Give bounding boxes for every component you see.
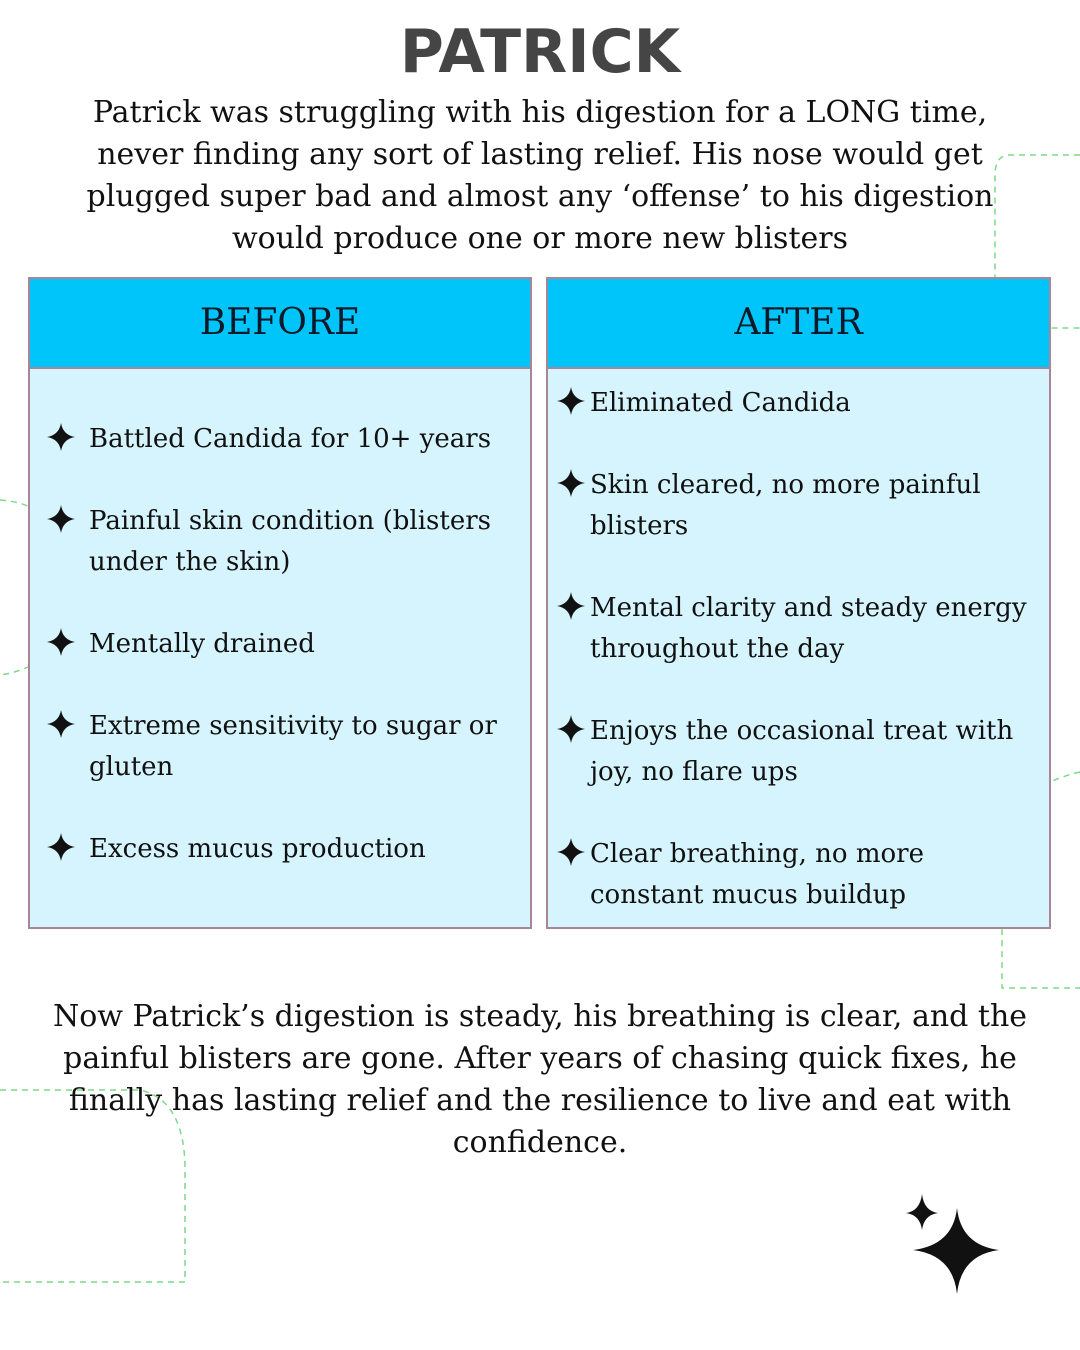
after-item [556, 383, 1041, 424]
before-item [46, 624, 522, 665]
four-point-star-icon [46, 832, 76, 862]
before-item [46, 829, 522, 870]
four-point-star-icon [556, 714, 586, 744]
before-item-text: Battled Candida for 10+ years [89, 424, 492, 454]
before-item-text: Painful skin condition (blisters under the skin) [89, 506, 491, 577]
four-point-star-icon [46, 422, 76, 452]
summary-paragraph: Now Patrick’s digestion is steady, his breathing is clear, and the painful blisters are gone. After years of chasing quick fixes, he finally has lasting relief and the resilience to live and eat with confidence. [52, 999, 1028, 1160]
after-item-text: Enjoys the occasional treat with joy, no flare ups [590, 716, 1014, 787]
after-item [556, 588, 1041, 670]
sparkle-icon [900, 1190, 1005, 1300]
after-panel [546, 277, 1051, 929]
four-point-star-icon [556, 468, 586, 498]
after-item-text: Skin cleared, no more painful blisters [590, 470, 981, 541]
after-item [556, 465, 1041, 547]
four-point-star-icon [556, 591, 586, 621]
after-heading: AFTER [548, 279, 1049, 369]
before-item-text: Excess mucus production [89, 834, 426, 864]
before-panel [28, 277, 532, 929]
four-point-star-icon [46, 709, 76, 739]
after-item-text: Clear breathing, no more constant mucus buildup [590, 839, 924, 910]
after-item-text: Eliminated Candida [590, 388, 851, 418]
before-item [46, 419, 522, 460]
page-title: PATRICK [399, 17, 681, 87]
before-item-text: Mentally drained [89, 629, 315, 659]
four-point-star-icon [556, 386, 586, 416]
before-item [46, 501, 522, 583]
before-item [46, 706, 522, 788]
after-item-text: Mental clarity and steady energy throughout the day [590, 593, 1027, 664]
four-point-star-icon [46, 504, 76, 534]
four-point-star-icon [46, 627, 76, 657]
intro-paragraph: Patrick was struggling with his digestion for a LONG time, never finding any sort of lasting relief. His nose would get plugged super bad and almost any ‘offense’ to his digestion would produce one or more new blisters [86, 95, 994, 256]
before-heading: BEFORE [30, 279, 530, 369]
after-item [556, 711, 1041, 793]
before-item-text: Extreme sensitivity to sugar or gluten [89, 711, 497, 782]
after-item [556, 834, 1041, 916]
four-point-star-icon [556, 837, 586, 867]
